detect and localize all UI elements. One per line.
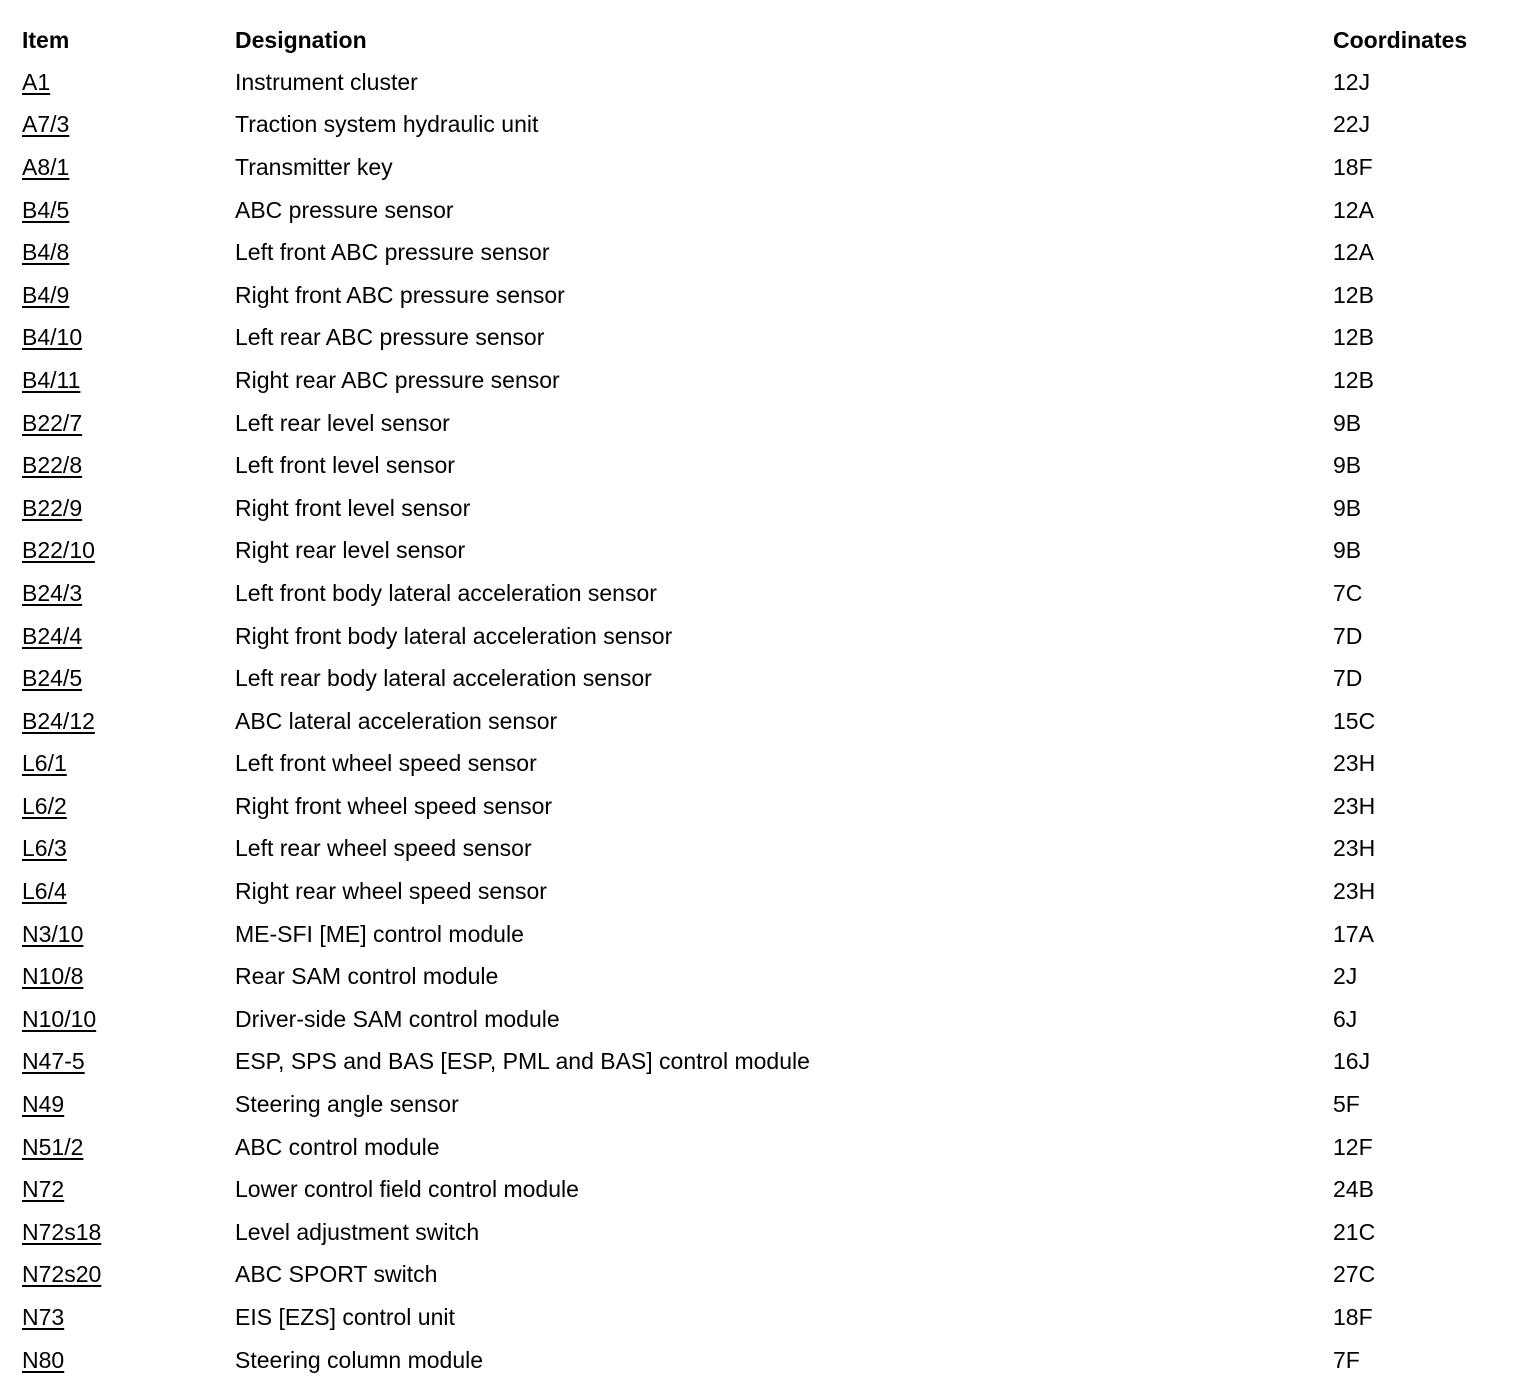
item-link[interactable]: B4/9 [22, 281, 70, 308]
table-row [22, 1296, 1502, 1339]
table-row [22, 359, 1502, 402]
item-link[interactable]: B24/12 [22, 707, 95, 734]
item-cell [22, 743, 235, 786]
item-link[interactable]: B22/7 [22, 409, 83, 436]
coordinates-cell: 23H [1333, 750, 1376, 777]
item-link[interactable]: N10/10 [22, 1005, 97, 1032]
item-cell [22, 189, 235, 232]
coordinates-cell: 16J [1333, 1048, 1371, 1075]
table-row [22, 998, 1502, 1041]
designation-cell: Left rear ABC pressure sensor [235, 324, 545, 351]
item-link[interactable]: B24/4 [22, 622, 83, 649]
table-row [22, 487, 1502, 530]
coordinates-cell: 12B [1333, 281, 1374, 308]
item-link[interactable]: L6/2 [22, 792, 67, 819]
designation-cell: Right rear level sensor [235, 537, 466, 564]
table-row [22, 61, 1502, 104]
coordinates-cell: 27C [1333, 1261, 1376, 1288]
item-cell [22, 955, 235, 998]
item-cell [22, 317, 235, 360]
item-link[interactable]: N49 [22, 1091, 65, 1118]
item-cell [22, 828, 235, 871]
coordinates-cell: 9B [1333, 409, 1362, 436]
item-link[interactable]: B22/8 [22, 452, 83, 479]
item-cell [22, 146, 235, 189]
table-row [22, 104, 1502, 147]
item-link[interactable]: B22/10 [22, 537, 95, 564]
designation-cell: ABC SPORT switch [235, 1261, 438, 1288]
item-link[interactable]: B4/5 [22, 196, 70, 223]
table-row [22, 317, 1502, 360]
item-cell [22, 572, 235, 615]
item-link[interactable]: B4/8 [22, 239, 70, 266]
table-row [22, 1254, 1502, 1297]
coordinates-cell: 24B [1333, 1176, 1374, 1203]
item-cell [22, 104, 235, 147]
coordinates-cell: 18F [1333, 1304, 1373, 1331]
item-cell [22, 231, 235, 274]
item-cell [22, 61, 235, 104]
designation-cell: Left front body lateral acceleration sensor [235, 579, 657, 606]
table-row [22, 913, 1502, 956]
coordinates-cell: 12B [1333, 366, 1374, 393]
table-row [22, 530, 1502, 573]
designation-cell: Left rear wheel speed sensor [235, 835, 532, 862]
item-cell [22, 1296, 235, 1339]
item-link[interactable]: N72s18 [22, 1218, 102, 1245]
table-row [22, 1083, 1502, 1126]
item-cell [22, 998, 235, 1041]
item-link[interactable]: A7/3 [22, 111, 70, 138]
designation-cell: Transmitter key [235, 153, 393, 180]
column-header-item: Item [22, 26, 70, 53]
table-row [22, 1168, 1502, 1211]
item-cell [22, 444, 235, 487]
item-cell [22, 700, 235, 743]
item-link[interactable]: A1 [22, 68, 51, 95]
column-header-designation: Designation [235, 26, 367, 53]
coordinates-cell: 7F [1333, 1346, 1360, 1373]
table-row [22, 785, 1502, 828]
item-cell [22, 913, 235, 956]
designation-cell: Lower control field control module [235, 1176, 579, 1203]
designation-cell: Right front level sensor [235, 494, 471, 521]
designation-cell: Left rear body lateral acceleration sensor [235, 665, 652, 692]
designation-cell: ABC lateral acceleration sensor [235, 707, 558, 734]
coordinates-cell: 23H [1333, 792, 1376, 819]
table-row [22, 657, 1502, 700]
item-link[interactable]: N80 [22, 1346, 65, 1373]
designation-cell: Left rear level sensor [235, 409, 450, 436]
item-cell [22, 530, 235, 573]
item-link[interactable]: B24/3 [22, 579, 83, 606]
designation-cell: Right front wheel speed sensor [235, 792, 553, 819]
designation-cell: ABC pressure sensor [235, 196, 454, 223]
item-link[interactable]: N3/10 [22, 920, 84, 947]
coordinates-cell: 6J [1333, 1005, 1358, 1032]
item-cell [22, 1254, 235, 1297]
designation-cell: EIS [EZS] control unit [235, 1304, 455, 1331]
item-cell [22, 1126, 235, 1169]
designation-cell: ABC control module [235, 1133, 440, 1160]
coordinates-cell: 12A [1333, 239, 1374, 266]
coordinates-cell: 7C [1333, 579, 1363, 606]
coordinates-cell: 12B [1333, 324, 1374, 351]
coordinates-cell: 18F [1333, 153, 1373, 180]
item-cell [22, 870, 235, 913]
designation-cell: Left front level sensor [235, 452, 455, 479]
item-link[interactable]: N47-5 [22, 1048, 85, 1075]
item-link[interactable]: B24/5 [22, 665, 83, 692]
item-link[interactable]: N72s20 [22, 1261, 102, 1288]
designation-cell: Steering angle sensor [235, 1091, 459, 1118]
coordinates-cell: 9B [1333, 452, 1362, 479]
item-cell [22, 1211, 235, 1254]
item-link[interactable]: B22/9 [22, 494, 83, 521]
table-header-row [22, 19, 1502, 61]
designation-cell: Rear SAM control module [235, 963, 499, 990]
item-link[interactable]: N10/8 [22, 963, 84, 990]
item-link[interactable]: N73 [22, 1304, 65, 1331]
table-row [22, 1041, 1502, 1084]
item-link[interactable]: B4/11 [22, 366, 81, 393]
designation-cell: Driver-side SAM control module [235, 1005, 560, 1032]
table-row [22, 828, 1502, 871]
coordinates-cell: 9B [1333, 537, 1362, 564]
table-row [22, 231, 1502, 274]
item-link[interactable]: L6/3 [22, 835, 67, 862]
table-row [22, 189, 1502, 232]
item-link[interactable]: B4/10 [22, 324, 83, 351]
item-link[interactable]: N51/2 [22, 1133, 84, 1160]
coordinates-cell: 7D [1333, 622, 1363, 649]
coordinates-cell: 17A [1333, 920, 1374, 947]
designation-cell: Level adjustment switch [235, 1218, 480, 1245]
column-header-coordinates: Coordinates [1333, 26, 1468, 53]
designation-cell: Traction system hydraulic unit [235, 111, 539, 138]
designation-cell: ME-SFI [ME] control module [235, 920, 524, 947]
designation-cell: Right front body lateral acceleration sensor [235, 622, 673, 649]
designation-cell: Left front wheel speed sensor [235, 750, 537, 777]
table-row [22, 1211, 1502, 1254]
item-link[interactable]: N72 [22, 1176, 65, 1203]
coordinates-cell: 2J [1333, 963, 1358, 990]
designation-cell: Instrument cluster [235, 68, 418, 95]
table-row [22, 402, 1502, 445]
item-cell [22, 1083, 235, 1126]
designation-cell: ESP, SPS and BAS [ESP, PML and BAS] control module [235, 1048, 810, 1075]
table-row [22, 1339, 1502, 1382]
table-row [22, 700, 1502, 743]
item-cell [22, 785, 235, 828]
item-cell [22, 359, 235, 402]
designation-cell: Right front ABC pressure sensor [235, 281, 565, 308]
table-row [22, 743, 1502, 786]
coordinates-cell: 5F [1333, 1091, 1360, 1118]
item-cell [22, 1339, 235, 1382]
designation-cell: Left front ABC pressure sensor [235, 239, 550, 266]
item-cell [22, 615, 235, 658]
coordinates-cell: 9B [1333, 494, 1362, 521]
item-cell [22, 274, 235, 317]
coordinates-cell: 23H [1333, 878, 1376, 905]
item-link[interactable]: A8/1 [22, 153, 70, 180]
coordinates-cell: 23H [1333, 835, 1376, 862]
table-row [22, 615, 1502, 658]
coordinates-cell: 7D [1333, 665, 1363, 692]
component-table [22, 19, 1502, 1381]
designation-cell: Right rear wheel speed sensor [235, 878, 547, 905]
table-row [22, 870, 1502, 913]
table-row [22, 274, 1502, 317]
coordinates-cell: 21C [1333, 1218, 1376, 1245]
item-cell [22, 487, 235, 530]
item-cell [22, 1041, 235, 1084]
coordinates-cell: 12A [1333, 196, 1374, 223]
coordinates-cell: 12J [1333, 68, 1371, 95]
table-row [22, 572, 1502, 615]
designation-cell: Right rear ABC pressure sensor [235, 366, 560, 393]
coordinates-cell: 22J [1333, 111, 1371, 138]
table-row [22, 955, 1502, 998]
table-row [22, 146, 1502, 189]
table-body [22, 61, 1502, 1381]
item-link[interactable]: L6/4 [22, 878, 67, 905]
table-row [22, 1126, 1502, 1169]
item-cell [22, 1168, 235, 1211]
coordinates-cell: 15C [1333, 707, 1376, 734]
item-link[interactable]: L6/1 [22, 750, 67, 777]
item-cell [22, 657, 235, 700]
designation-cell: Steering column module [235, 1346, 484, 1373]
item-cell [22, 402, 235, 445]
table-row [22, 444, 1502, 487]
coordinates-cell: 12F [1333, 1133, 1373, 1160]
